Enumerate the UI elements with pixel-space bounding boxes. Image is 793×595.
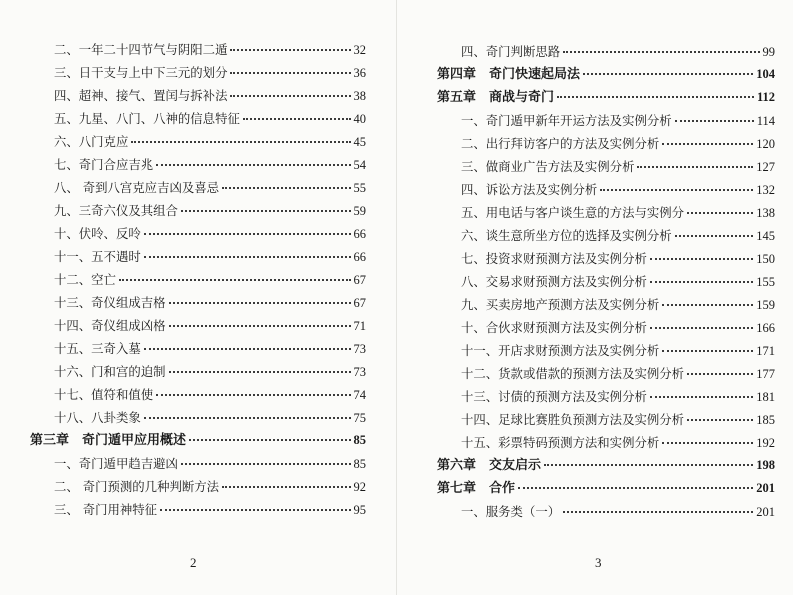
toc-entry-label: 三、做商业广告方法及实例分析	[461, 159, 635, 174]
toc-chapter-entry	[437, 86, 775, 109]
toc-entry	[30, 360, 366, 383]
toc-chapter-entry	[437, 454, 775, 477]
toc-entry-page: 74	[353, 388, 366, 402]
dot-leader	[544, 464, 753, 466]
toc-entry-page: 201	[756, 505, 775, 519]
toc-entry	[437, 408, 775, 431]
toc-entry-label: 十二、货款或借款的预测方法及实例分析	[461, 366, 685, 381]
toc-entry	[30, 498, 366, 521]
toc-entry-page: 112	[756, 90, 775, 104]
dot-leader	[131, 141, 350, 143]
toc-entry-label: 十二、空亡	[54, 272, 116, 287]
dot-leader	[662, 143, 753, 145]
toc-entry	[30, 176, 366, 199]
toc-entry	[437, 339, 775, 362]
toc-entry-page: 67	[353, 296, 366, 310]
toc-entry-label: 七、投资求财预测方法及实例分析	[461, 251, 647, 266]
dot-leader	[181, 463, 351, 465]
dot-leader	[189, 439, 350, 441]
dot-leader	[169, 302, 351, 304]
toc-entry-label: 七、奇门合应吉兆	[54, 157, 154, 172]
toc-entry	[30, 84, 366, 107]
dot-leader	[563, 511, 753, 513]
toc-entry-page: 71	[353, 319, 366, 333]
toc-entry	[30, 268, 366, 291]
dot-leader	[583, 73, 753, 75]
toc-entry	[437, 293, 775, 316]
toc-entry	[437, 201, 775, 224]
toc-list-left	[30, 38, 366, 521]
toc-entry-label: 十一、开店求财预测方法及实例分析	[461, 343, 660, 358]
dot-leader	[518, 487, 753, 489]
toc-entry-page: 75	[353, 411, 366, 425]
toc-entry-page: 85	[353, 457, 366, 471]
toc-entry	[30, 61, 366, 84]
dot-leader	[662, 442, 753, 444]
toc-entry	[30, 153, 366, 176]
toc-entry-page: 104	[756, 67, 775, 81]
toc-entry	[437, 40, 775, 63]
toc-entry-label: 第七章 合作	[437, 481, 516, 496]
toc-chapter-entry	[30, 429, 366, 452]
toc-entry	[437, 431, 775, 454]
dot-leader	[230, 72, 350, 74]
toc-entry-page: 67	[353, 273, 366, 287]
toc-entry-label: 五、九星、八门、八神的信息特征	[54, 111, 240, 126]
toc-entry-page: 185	[756, 413, 775, 427]
toc-entry-page: 55	[353, 181, 366, 195]
toc-entry-page: 95	[353, 503, 366, 517]
toc-entry-page: 171	[756, 344, 775, 358]
toc-entry-label: 一、服务类（一）	[461, 504, 561, 519]
toc-entry-label: 第三章 奇门遁甲应用概述	[30, 433, 187, 448]
toc-entry-label: 九、三奇六仪及其组合	[54, 203, 178, 218]
toc-entry	[30, 199, 366, 222]
dot-leader	[144, 417, 351, 419]
toc-entry	[437, 316, 775, 339]
toc-entry-label: 二、一年二十四节气与阴阳二遁	[54, 42, 228, 57]
toc-entry-label: 十七、值符和值使	[54, 387, 154, 402]
dot-leader	[563, 51, 759, 53]
toc-entry-label: 三、 奇门用神特征	[54, 502, 158, 517]
toc-entry-page: 36	[353, 66, 366, 80]
toc-entry-page: 201	[756, 481, 775, 495]
toc-entry-label: 一、奇门遁甲趋吉避凶	[54, 456, 178, 471]
toc-entry-page: 114	[756, 114, 775, 128]
toc-entry-label: 十五、三奇入墓	[54, 341, 141, 356]
toc-entry-page: 99	[762, 45, 775, 59]
dot-leader	[687, 212, 753, 214]
toc-entry-label: 十四、奇仪组成凶格	[54, 318, 166, 333]
toc-entry-page: 138	[756, 206, 775, 220]
toc-entry-label: 二、出行拜访客户的方法及实例分析	[461, 136, 660, 151]
toc-entry-label: 十、伏呤、反呤	[54, 226, 141, 241]
dot-leader	[650, 281, 753, 283]
toc-entry	[437, 132, 775, 155]
toc-entry	[30, 130, 366, 153]
toc-entry	[30, 337, 366, 360]
toc-entry-page: 92	[353, 480, 366, 494]
toc-entry-label: 十八、八卦类象	[54, 410, 141, 425]
toc-entry-page: 192	[756, 436, 775, 450]
toc-entry-label: 十五、彩票特码预测方法和实例分析	[461, 435, 660, 450]
toc-entry-page: 73	[353, 342, 366, 356]
dot-leader	[230, 49, 350, 51]
toc-entry-page: 159	[756, 298, 775, 312]
dot-leader	[144, 233, 351, 235]
toc-entry-label: 十六、门和宫的迫制	[54, 364, 166, 379]
dot-leader	[222, 187, 350, 189]
toc-entry-page: 38	[353, 89, 366, 103]
toc-entry	[437, 178, 775, 201]
dot-leader	[156, 394, 350, 396]
dot-leader	[557, 96, 754, 98]
toc-entry	[437, 109, 775, 132]
dot-leader	[650, 396, 753, 398]
toc-entry-label: 四、超神、接气、置闰与拆补法	[54, 88, 228, 103]
dot-leader	[222, 486, 350, 488]
toc-entry-label: 第四章 奇门快速起局法	[437, 67, 581, 82]
toc-entry	[30, 245, 366, 268]
dot-leader	[243, 118, 351, 120]
toc-entry-page: 45	[353, 135, 366, 149]
dot-leader	[156, 164, 350, 166]
dot-leader	[169, 371, 351, 373]
toc-entry	[30, 38, 366, 61]
toc-entry-label: 十一、五不遇时	[54, 249, 141, 264]
toc-entry-label: 八、 奇到八宫克应吉凶及喜忌	[54, 180, 220, 195]
toc-entry-label: 十四、足球比赛胜负预测方法及实例分析	[461, 412, 685, 427]
dot-leader	[637, 166, 753, 168]
toc-entry-label: 第五章 商战与奇门	[437, 90, 555, 105]
dot-leader	[144, 256, 351, 258]
dot-leader	[160, 509, 350, 511]
toc-entry	[30, 475, 366, 498]
dot-leader	[675, 120, 754, 122]
toc-entry-page: 181	[756, 390, 775, 404]
dot-leader	[662, 350, 753, 352]
toc-entry-page: 66	[353, 227, 366, 241]
dot-leader	[662, 304, 753, 306]
toc-entry-label: 四、奇门判断思路	[461, 44, 561, 59]
toc-entry-label: 九、买卖房地产预测方法及实例分析	[461, 297, 660, 312]
toc-entry-label: 十、合伙求财预测方法及实例分析	[461, 320, 647, 335]
dot-leader	[687, 419, 753, 421]
toc-entry	[437, 247, 775, 270]
toc-entry-page: 32	[353, 43, 366, 57]
dot-leader	[687, 373, 753, 375]
toc-entry	[437, 224, 775, 247]
dot-leader	[650, 327, 753, 329]
toc-list-right	[437, 40, 775, 523]
toc-entry	[30, 406, 366, 429]
dot-leader	[600, 189, 753, 191]
toc-entry	[30, 314, 366, 337]
toc-entry-label: 四、诉讼方法及实例分析	[461, 182, 598, 197]
toc-entry-label: 八、交易求财预测方法及实例分析	[461, 274, 647, 289]
toc-entry-label: 一、奇门遁甲新年开运方法及实例分析	[461, 113, 672, 128]
toc-entry-page: 40	[353, 112, 366, 126]
toc-entry	[437, 270, 775, 293]
toc-entry-label: 十三、奇仪组成吉格	[54, 295, 166, 310]
toc-entry-label: 六、八门克应	[54, 134, 129, 149]
toc-entry	[437, 155, 775, 178]
toc-entry-label: 三、日干支与上中下三元的划分	[54, 65, 228, 80]
toc-entry-label: 第六章 交友启示	[437, 458, 542, 473]
toc-entry-page: 177	[756, 367, 775, 381]
toc-entry-label: 十三、讨债的预测方法及实例分析	[461, 389, 647, 404]
toc-entry	[30, 107, 366, 130]
page-number-left: 2	[190, 555, 197, 570]
dot-leader	[119, 279, 351, 281]
toc-entry	[30, 452, 366, 475]
toc-chapter-entry	[437, 477, 775, 500]
toc-entry	[437, 385, 775, 408]
page-number-right: 3	[595, 555, 602, 570]
toc-entry-page: 66	[353, 250, 366, 264]
dot-leader	[169, 325, 351, 327]
toc-entry-page: 54	[353, 158, 366, 172]
toc-entry-label: 五、用电话与客户谈生意的方法与实例分	[461, 205, 685, 220]
dot-leader	[230, 95, 350, 97]
toc-entry-page: 166	[756, 321, 775, 335]
toc-entry	[30, 291, 366, 314]
toc-entry	[437, 362, 775, 385]
left-page	[0, 0, 396, 595]
dot-leader	[650, 258, 753, 260]
toc-entry-page: 127	[756, 160, 775, 174]
toc-chapter-entry	[437, 63, 775, 86]
toc-entry-page: 132	[756, 183, 775, 197]
toc-entry-page: 150	[756, 252, 775, 266]
toc-entry-page: 145	[756, 229, 775, 243]
right-page	[396, 0, 793, 595]
toc-entry-page: 155	[756, 275, 775, 289]
toc-entry	[437, 500, 775, 523]
dot-leader	[144, 348, 351, 350]
dot-leader	[675, 235, 754, 237]
toc-entry-page: 59	[353, 204, 366, 218]
toc-entry-label: 六、谈生意所坐方位的选择及实例分析	[461, 228, 672, 243]
toc-entry-page: 73	[353, 365, 366, 379]
toc-entry	[30, 222, 366, 245]
toc-entry-page: 198	[756, 458, 775, 472]
toc-entry	[30, 383, 366, 406]
toc-entry-page: 85	[353, 433, 366, 447]
toc-entry-page: 120	[756, 137, 775, 151]
dot-leader	[181, 210, 351, 212]
toc-entry-label: 二、 奇门预测的几种判断方法	[54, 479, 220, 494]
